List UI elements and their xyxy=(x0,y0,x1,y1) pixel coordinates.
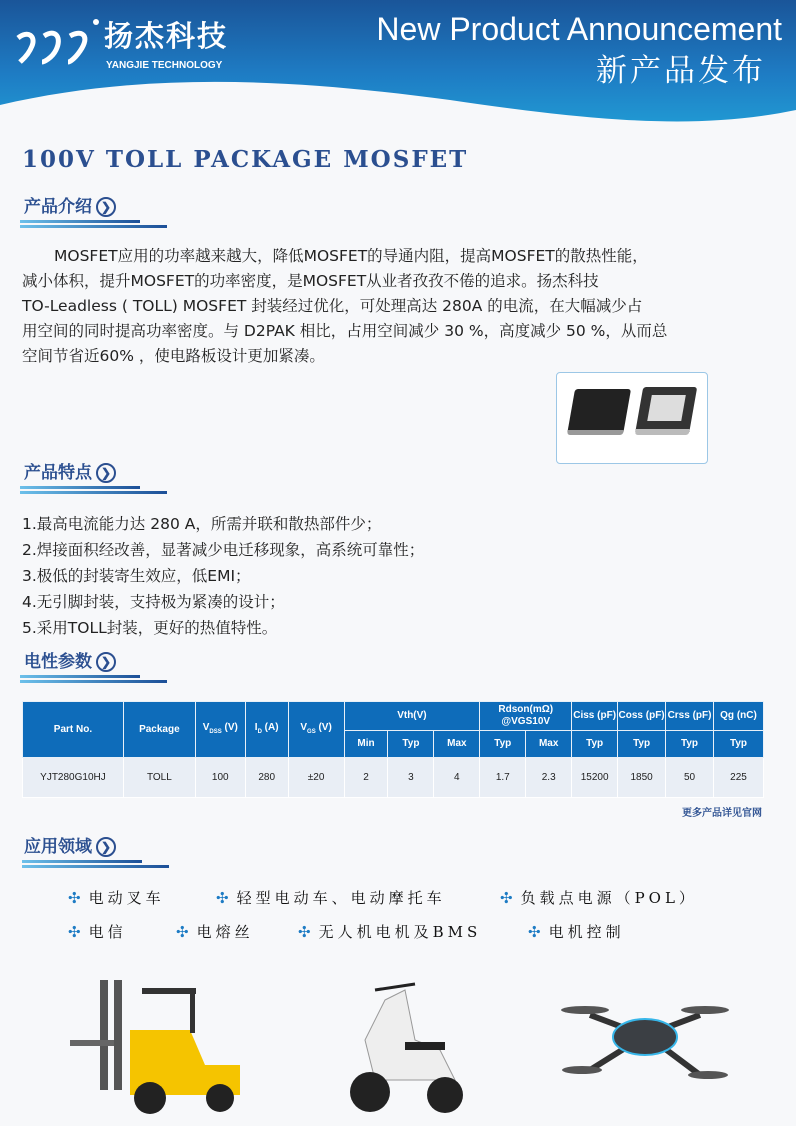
header-ciss: Ciss (pF) xyxy=(572,702,618,731)
table-row xyxy=(23,758,764,798)
chip-bottom-image xyxy=(635,387,697,435)
section-heading-applications xyxy=(24,836,116,858)
header-package: Package xyxy=(123,702,195,758)
subheader: Typ xyxy=(480,731,526,758)
intro-paragraph xyxy=(22,244,774,369)
header-vdss: $V_{DSS}$ (V) xyxy=(195,702,245,758)
application-item: ✣ 电机控制 xyxy=(528,923,625,941)
subheader: Typ xyxy=(666,731,714,758)
application-item: ✣ 电熔丝 xyxy=(176,923,254,941)
announcement-title: New Product Announcement xyxy=(376,11,782,47)
application-item: ✣ 无人机电机及BMS xyxy=(298,923,482,941)
intro-line: 用空间的同时提高功率密度。与 D2PAK 相比，占用空间减少 30 %，高度减少 50 %，从而总 xyxy=(22,322,668,340)
cell-vdss: 100 xyxy=(195,758,245,798)
header-id: $I_D$ (A) xyxy=(245,702,288,758)
divider xyxy=(20,225,167,228)
logo-text: 扬杰科技 xyxy=(104,19,229,53)
header-part-no: Part No. xyxy=(23,702,124,758)
cell-id: 280 xyxy=(245,758,288,798)
cross-bullet-icon: ✣ xyxy=(528,923,545,941)
cross-bullet-icon: ✣ xyxy=(216,889,233,907)
logo-subtitle: YANGJIE TECHNOLOGY xyxy=(106,60,223,71)
header-vth: Vth(V) xyxy=(344,702,480,731)
forklift-image xyxy=(70,970,250,1120)
chevron-right-icon: ❯ xyxy=(96,463,116,483)
params-table xyxy=(22,701,764,798)
intro-line: 减小体积，提升MOSFET的功率密度，是MOSFET从业者孜孜不倦的追求。扬杰科技 xyxy=(22,272,599,290)
chevron-right-icon: ❯ xyxy=(96,197,116,217)
section-heading-features xyxy=(24,462,116,484)
cell-coss: 1850 xyxy=(618,758,666,798)
logo-icon xyxy=(14,16,104,66)
scooter-image xyxy=(345,980,465,1120)
more-products-link[interactable]: 更多产品详见官网 xyxy=(682,808,762,819)
cell-vgs: ±20 xyxy=(288,758,344,798)
cross-bullet-icon: ✣ xyxy=(176,923,193,941)
cross-bullet-icon: ✣ xyxy=(298,923,315,941)
section-label: 应用领域 xyxy=(24,837,92,857)
cell-rdson-typ: 1.7 xyxy=(480,758,526,798)
cross-bullet-icon: ✣ xyxy=(68,889,85,907)
feature-item: 4.无引脚封装，支持极为紧凑的设计； xyxy=(22,593,285,611)
application-item: ✣ 电信 xyxy=(68,923,127,941)
header-crss: Crss (pF) xyxy=(666,702,714,731)
cell-rdson-max: 2.3 xyxy=(526,758,572,798)
section-label: 电性参数 xyxy=(24,652,92,672)
feature-item: 5.采用TOLL封装，更好的热值特性。 xyxy=(22,619,278,637)
cell-part-no: YJT280G10HJ xyxy=(23,758,124,798)
header-qg: Qg (nC) xyxy=(713,702,763,731)
divider xyxy=(22,860,142,863)
intro-line: 空间节省近60% ，使电路板设计更加紧凑。 xyxy=(22,347,325,365)
header-coss: Coss (pF) xyxy=(618,702,666,731)
divider xyxy=(20,486,140,489)
application-item: ✣ 轻型电动车、电动摩托车 xyxy=(216,889,446,907)
cross-bullet-icon: ✣ xyxy=(500,889,517,907)
features-list xyxy=(22,511,424,641)
chip-top-image xyxy=(567,389,631,435)
header-rdson: Rdson(mΩ) @VGS10V xyxy=(480,702,572,731)
divider xyxy=(20,491,167,494)
subheader: Max xyxy=(526,731,572,758)
drone-image xyxy=(560,975,730,1095)
cell-vth-max: 4 xyxy=(434,758,480,798)
feature-item: 2.焊接面积经改善，显著减少电迁移现象，高系统可靠性； xyxy=(22,541,425,559)
subheader: Typ xyxy=(713,731,763,758)
divider xyxy=(22,865,169,868)
product-image xyxy=(556,372,708,464)
cell-ciss: 15200 xyxy=(572,758,618,798)
subheader: Typ xyxy=(388,731,434,758)
feature-item: 3.极低的封装寄生效应，低EMI； xyxy=(22,567,251,585)
cell-vth-typ: 3 xyxy=(388,758,434,798)
divider xyxy=(20,220,140,223)
divider xyxy=(20,680,167,683)
section-heading-intro xyxy=(24,196,116,218)
cell-vth-min: 2 xyxy=(344,758,388,798)
section-label: 产品介绍 xyxy=(24,197,92,217)
intro-line: MOSFET应用的功率越来越大，降低MOSFET的导通内阻，提高MOSFET的散热性能， xyxy=(54,247,648,265)
cell-package: TOLL xyxy=(123,758,195,798)
cross-bullet-icon: ✣ xyxy=(68,923,85,941)
subheader: Typ xyxy=(572,731,618,758)
divider xyxy=(20,675,140,678)
section-label: 产品特点 xyxy=(24,463,92,483)
subheader: Typ xyxy=(618,731,666,758)
intro-line: TO-Leadless ( TOLL) MOSFET 封装经过优化，可处理高达 280A 的电流，在大幅减少占 xyxy=(22,297,643,315)
feature-item: 1.最高电流能力达 280 A，所需并联和散热部件少； xyxy=(22,515,382,533)
subheader: Min xyxy=(344,731,388,758)
page-title: 100V TOLL PACKAGE MOSFET xyxy=(22,146,469,173)
section-heading-params xyxy=(24,651,116,673)
header-vgs: $V_{GS}$ (V) xyxy=(288,702,344,758)
announcement-title-cn: 新产品发布 xyxy=(596,53,766,89)
cell-qg: 225 xyxy=(713,758,763,798)
application-item: ✣ 负载点电源（POL） xyxy=(500,889,698,907)
subheader: Max xyxy=(434,731,480,758)
chevron-right-icon: ❯ xyxy=(96,837,116,857)
cell-crss: 50 xyxy=(666,758,714,798)
chevron-right-icon: ❯ xyxy=(96,652,116,672)
application-item: ✣ 电动叉车 xyxy=(68,889,165,907)
